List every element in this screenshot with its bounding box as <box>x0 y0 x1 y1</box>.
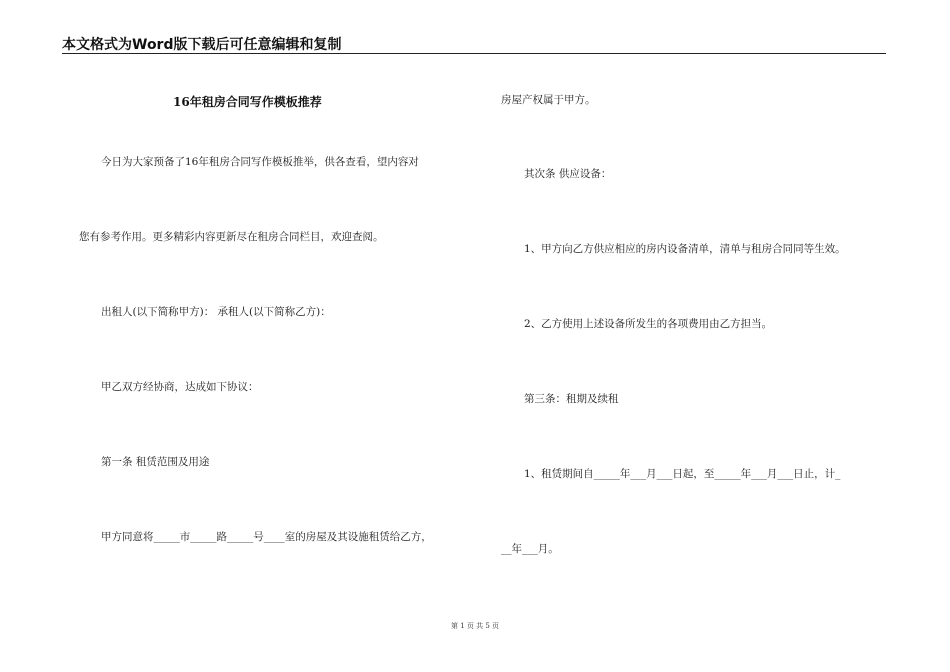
article-2-heading: 其次条 供应设备： <box>524 168 612 180</box>
document-header-banner: 本文格式为Word版下载后可任意编辑和复制 <box>62 37 342 53</box>
article-2-item-1: 1、甲方向乙方供应相应的房内设备清单，清单与租房合同同等生效。 <box>524 243 846 255</box>
ownership-line: 房屋产权属于甲方。 <box>501 94 596 106</box>
article-1-heading: 第一条 租赁范围及用途 <box>101 456 210 468</box>
article-3-item-1-line-1: 1、租赁期间自_____年___月___日起，至_____年___月___日止，计_ <box>524 468 841 480</box>
header-divider <box>62 53 886 54</box>
parties-line: 出租人(以下简称甲方)： 承租人(以下简称乙方)： <box>101 306 331 318</box>
page-indicator: 第 1 页 共 5 页 <box>450 622 500 630</box>
article-3-heading: 第三条：租期及续租 <box>524 393 619 405</box>
article-3-item-1-line-2: __年___月。 <box>501 543 559 555</box>
agreement-line: 甲乙双方经协商，达成如下协议： <box>101 381 259 393</box>
intro-line-1: 今日为大家预备了16年租房合同写作模板推举，供各查看，望内容对 <box>101 156 419 168</box>
article-2-item-2: 2、乙方使用上述设备所发生的各项费用由乙方担当。 <box>524 318 773 330</box>
article-1-text: 甲方同意将_____市_____路_____号____室的房屋及其设施租赁给乙方， <box>101 531 432 543</box>
intro-line-2: 您有参考作用。更多精彩内容更新尽在租房合同栏目，欢迎查阅。 <box>79 231 384 243</box>
document-title: 16年租房合同写作模板推荐 <box>173 95 322 109</box>
